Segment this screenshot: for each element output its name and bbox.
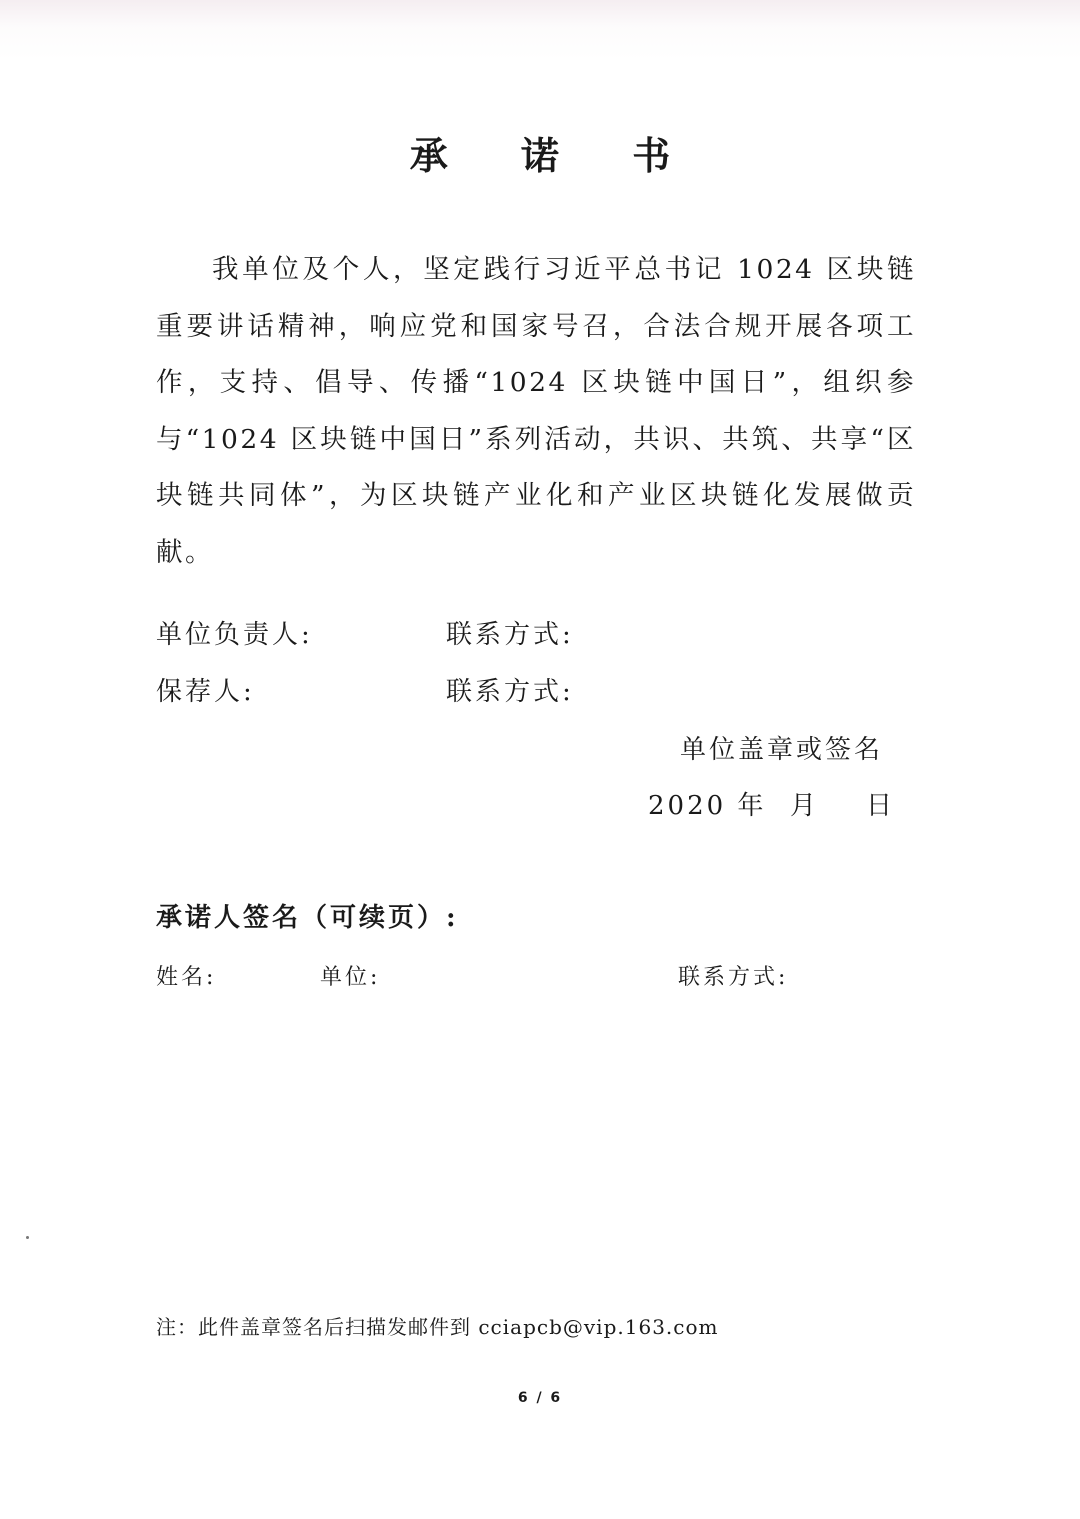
signer-unit-label: 单位: <box>320 965 381 990</box>
recommender-contact-label: 联系方式: <box>446 677 574 707</box>
commitment-paragraph: 我单位及个人，坚定践行习近平总书记 1024 区块链重要讲话精神，响应党和国家号召，合法合规开展各项工作，支持、倡导、传播“1024 区块链中国日”，组织参与“1024 区块链中国日”系列活动，共识、共筑、共享“区块链共同体”，为区块链产业化和产业区块链化发展做贡献。 <box>156 254 916 568</box>
date-year: 2020 年 <box>648 791 767 821</box>
signer-contact-label: 联系方式: <box>678 965 789 990</box>
unit-head-contact-label: 联系方式: <box>446 620 574 650</box>
unit-head-label: 单位负责人: <box>156 620 313 650</box>
signers-heading: 承诺人签名（可续页）: <box>156 903 459 933</box>
scan-edge-shading <box>0 0 1080 60</box>
page-number: 6 / 6 <box>517 1390 563 1406</box>
submission-note: 注：此件盖章签名后扫描发邮件到 cciapcb@vip.163.com <box>156 1315 719 1339</box>
signer-name-label: 姓名: <box>156 965 217 990</box>
recommender-label: 保荐人: <box>156 677 255 707</box>
document-title: 承 诺 书 <box>409 133 701 178</box>
date-month: 月 <box>790 791 820 821</box>
date-day: 日 <box>866 791 896 821</box>
stamp-or-sign-label: 单位盖章或签名 <box>680 735 884 765</box>
scan-speck <box>26 1236 29 1239</box>
